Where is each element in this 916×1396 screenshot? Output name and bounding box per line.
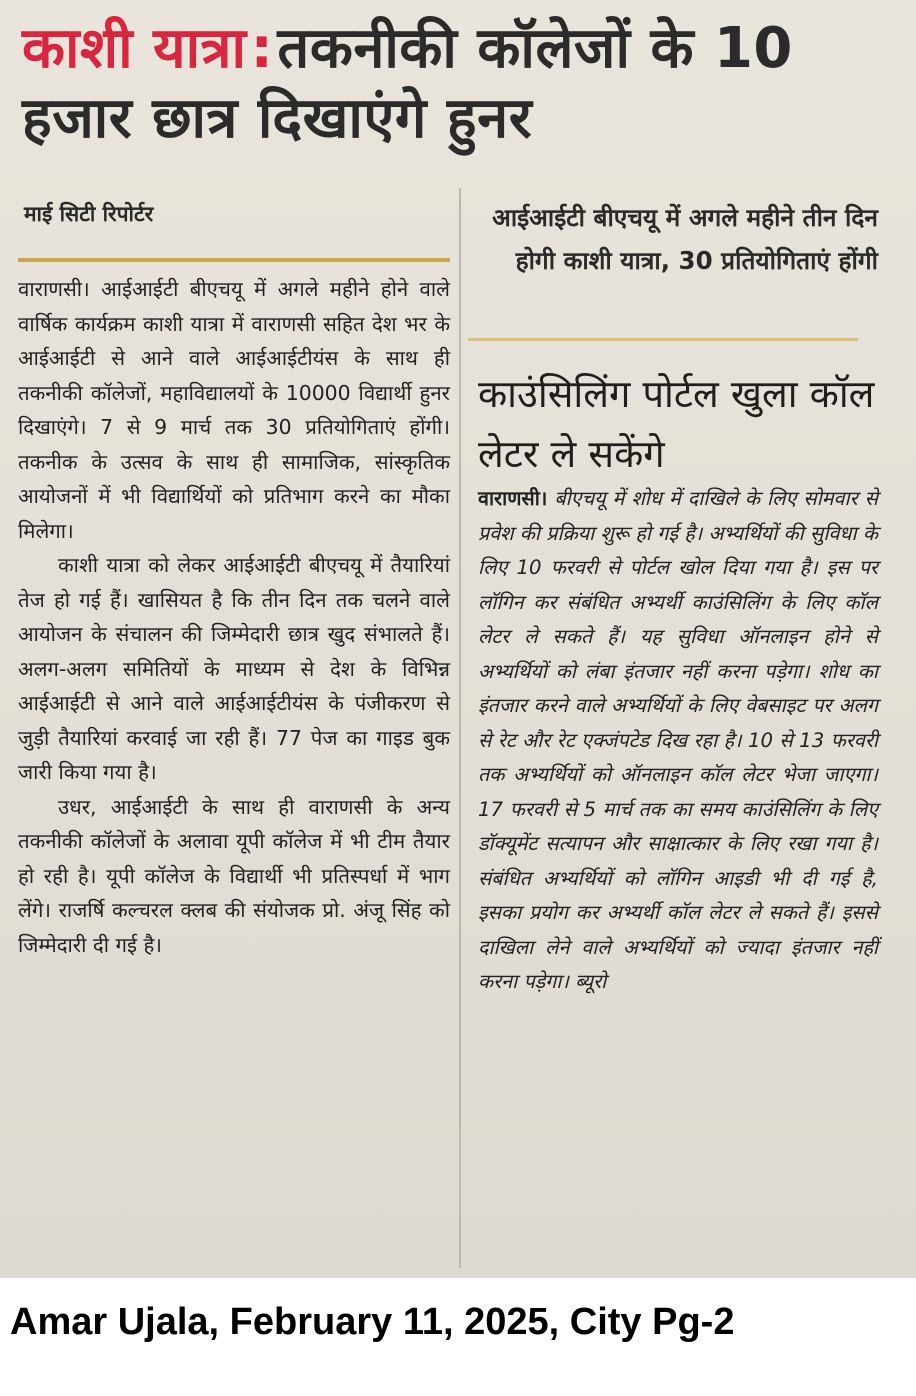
side-article-paragraph: [478, 482, 878, 1000]
article-paragraph-3: उधर, आईआईटी के साथ ही वाराणसी के अन्य तकनीकी कॉलेजों के अलावा यूपी कॉलेज में भी टीम तैयार हो रही है। यूपी कॉलेज के विद्यार्थी भी प्रतिस्पर्धा में भाग लेंगे। राजर्षि कल्चरल क्लब की संयोजक प्रो. अंजू सिंह को जिम्मेदारी दी गई है।: [18, 794, 450, 957]
source-caption: Amar Ujala, February 11, 2025, City Pg-2: [10, 1301, 735, 1343]
byline-rule: [18, 258, 450, 262]
main-article-body: [18, 272, 450, 962]
article-paragraph-2: काशी यात्रा को लेकर आईआईटी बीएचयू में तैयारियां तेज हो गई हैं। खासियत है कि तीन दिन तक चलने वाले आयोजन के संचालन की जिम्मेदारी छात्र खुद संभालते हैं। अलग-अलग समितियों के माध्यम से देश के विभिन्न आईआईटी से आने वाले आईआईटीयंस के पंजीकरण से जुड़ी तैयारियां करवाई जा रही हैं। 77 पेज का गाइड बुक जारी किया गया है।: [18, 553, 450, 784]
side-article-headline: काउंसिलिंग पोर्टल खुला कॉल लेटर ले सकेंगे: [478, 372, 875, 476]
byline: माई सिटी रिपोर्टर: [24, 202, 154, 226]
column-divider: [459, 188, 461, 1268]
side-article-text: बीएचयू में शोध में दाखिले के लिए सोमवार से प्रवेश की प्रक्रिया शुरू हो गई है। अभ्यर्थियों की सुविधा के लिए 10 फरवरी से पोर्टल खोल दिया गया है। इस पर लॉगिन कर संबंधित अभ्यर्थी काउंसिलिंग के लिए कॉल लेटर ले सकते हैं। यह सुविधा ऑनलाइन होने से अभ्यर्थियों को लंबा इंतजार नहीं करना पड़ेगा। शोध का इंतजार करने वाले अभ्यर्थियों के लिए वेबसाइट पर अलग से रेट और रेट एक्जंपटेड दिख रहा है। 10 से 13 फरवरी तक अभ्यर्थियों को ऑनलाइन कॉल लेटर भेजा जाएगा। 17 फरवरी से 5 मार्च तक का समय काउंसिलिंग के लिए डॉक्यूमेंट सत्यापन और साक्षात्कार के लिए रखा गया है। संबंधित अभ्यर्थियों को लॉगिन आइडी भी दी गई है, इसका प्रयोग कर अभ्यर्थी कॉल लेटर ले सकते हैं। इससे दाखिला लेने वाले अभ्यर्थियों को ज्यादा इंतजार नहीं करना पड़ेगा। ब्यूरो: [478, 487, 878, 993]
subhead-rule: [468, 338, 858, 341]
subheadline: आईआईटी बीएचयू में अगले महीने तीन दिन होगी काशी यात्रा, 30 प्रतियोगिताएं होंगी: [492, 203, 878, 275]
side-article-dateline: वाराणसी।: [478, 487, 548, 510]
headline-main: तकनीकी कॉलेजों के 10 हजार छात्र दिखाएंगे हुनर: [22, 16, 793, 151]
headline-separator: :: [250, 16, 274, 81]
headline-kicker: काशी यात्रा: [22, 16, 247, 81]
article-paragraph-1: वाराणसी। आईआईटी बीएचयू में अगले महीने होने वाले वार्षिक कार्यक्रम काशी यात्रा में वाराणसी सहित देश भर के आईआईटी से आने वाले आईआईटीयंस के साथ ही तकनीकी कॉलेजों, महाविद्यालयों के 10000 विद्यार्थी हुनर दिखाएंगे। 7 से 9 मार्च तक 30 प्रतियोगिताएं होंगी। तकनीक के उत्सव के साथ ही सामाजिक, सांस्कृतिक आयोजनों में भी विद्यार्थियों को प्रतिभाग करने का मौका मिलेगा।: [18, 277, 450, 543]
headline: [22, 14, 902, 154]
side-article-body: [478, 482, 878, 1000]
